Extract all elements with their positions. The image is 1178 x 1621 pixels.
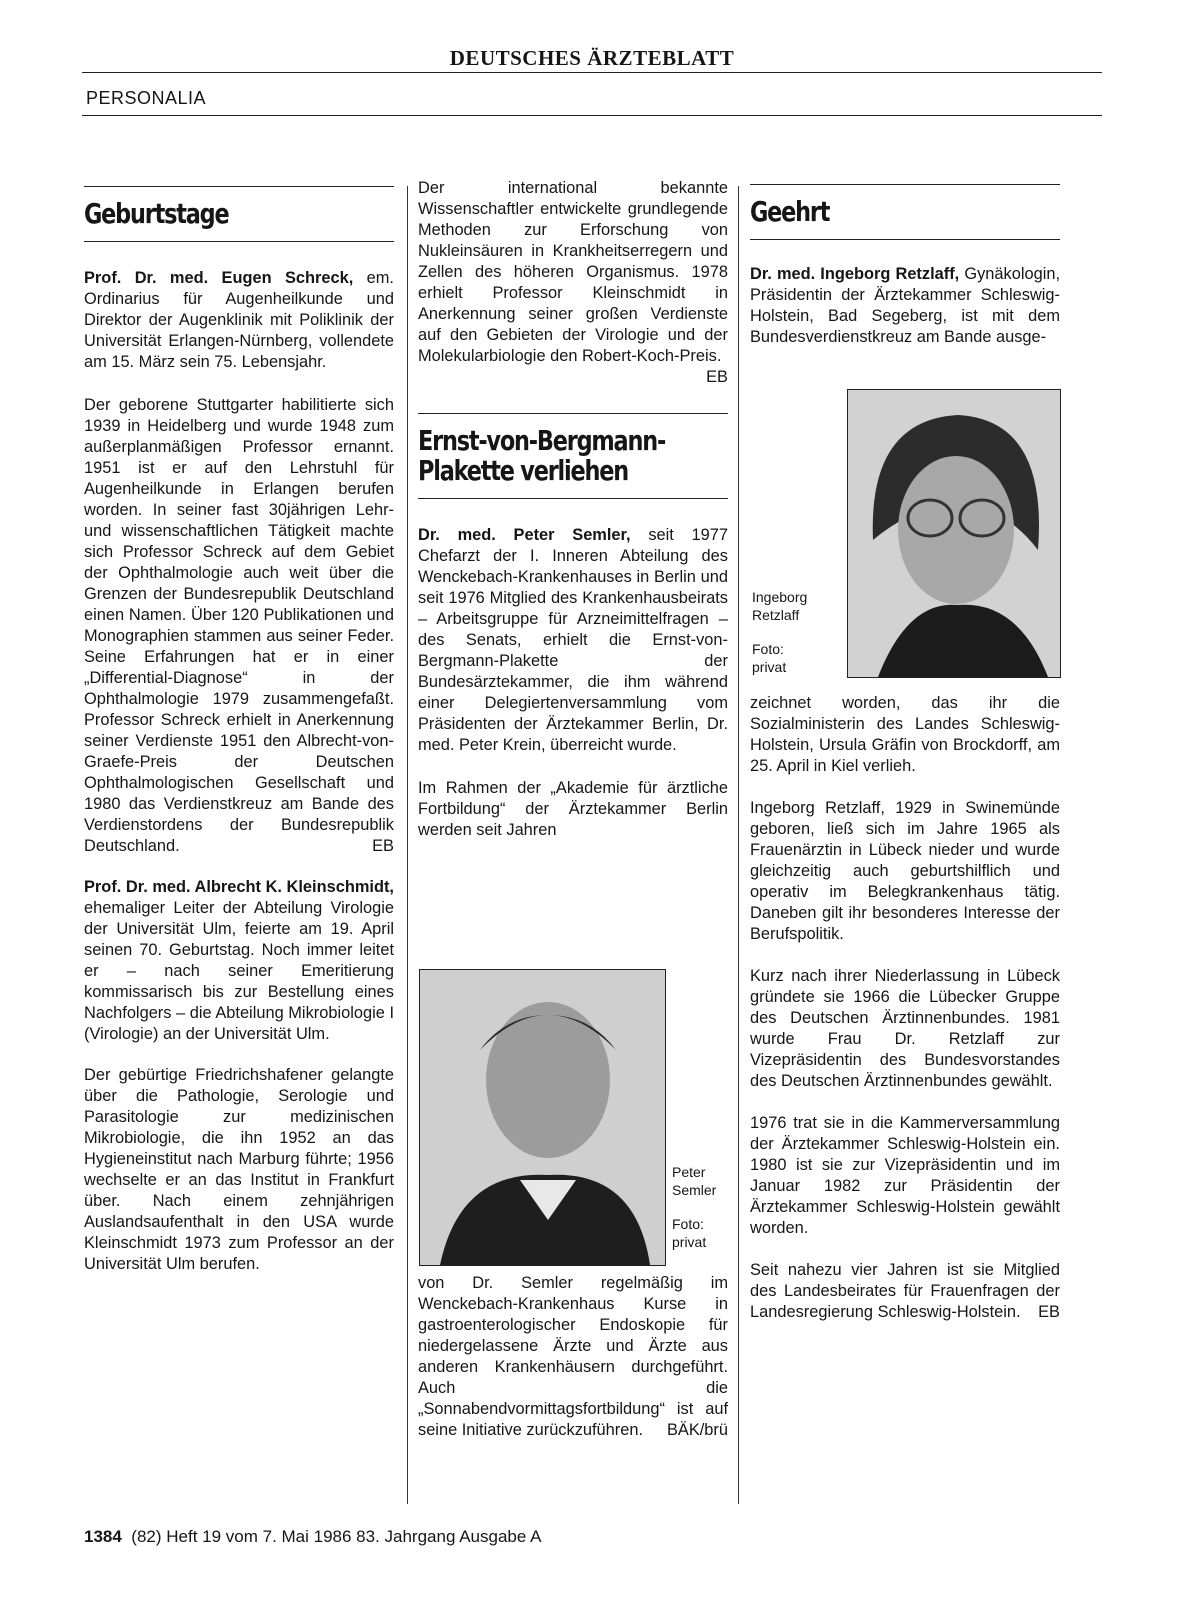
article-paragraph: zeichnet worden, das ihr die Sozialministerin des Landes Schleswig-Holstein, Ursula Gräfin von Brockdorff, am 25. April in Kiel verlieh. <box>750 694 1060 775</box>
photo-caption-retzlaff: Ingeborg Retzlaff Foto: privat <box>752 589 808 675</box>
column-geehrt-continued <box>750 693 1060 1323</box>
portrait-photo-retzlaff <box>847 389 1061 678</box>
person-name: Prof. Dr. med. Eugen Schreck, <box>84 269 354 287</box>
article-paragraph: von Dr. Semler regelmäßig im Wenckebach-Krankenhaus Kurse in gastroenterologischer Endoskopie für niedergelassene Ärzte und Ärzte aus anderen Krankenhäusern durchgeführt. Auch die „Sonnabendvormittagsfortbildung“ ist auf seine Initiative zurückzuführen. BÄK/brü <box>418 1274 728 1439</box>
article-paragraph: Der gebürtige Friedrichshafener gelangte über die Pathologie, Serologie und Parasitologie zur medizinischen Mikrobiologie, die ihn 1952 an das Hygieneinstitut nach Marburg führte; 1956 wechselte er an das Institut in Frankfurt über. Nach einem zehnjährigen Auslandsaufenthalt in den USA wurde Kleinschmidt 1973 zum Professor an der Universität Ulm berufen. <box>84 1066 394 1273</box>
column-bergmann-continued <box>418 1273 728 1441</box>
column-geburtstage <box>84 186 394 1275</box>
portrait-photo-semler <box>419 969 666 1266</box>
masthead-rule <box>82 72 1102 73</box>
column-divider <box>738 186 739 1504</box>
article-paragraph: Kurz nach ihrer Niederlassung in Lübeck gründete sie 1966 die Lübecker Gruppe des Deutschen Ärztinnenbundes. 1981 wurde Frau Dr. Retzlaff zur Vizepräsidentin des Bundesvorstandes des Deutschen Ärztinnenbundes gewählt. <box>750 967 1060 1090</box>
column-divider <box>407 186 408 1504</box>
article-paragraph: Ingeborg Retzlaff, 1929 in Swinemünde geboren, ließ sich im Jahre 1965 als Frauenärztin in Lübeck nieder und wurde gleichzeitig auch geburtshilflich und operativ im Belegkrankenhaus tätig. Daneben gilt ihr besonderes Interesse der Berufspolitik. <box>750 799 1060 943</box>
page-footer <box>84 1527 541 1547</box>
portrait-silhouette-icon <box>420 970 665 1265</box>
article-paragraph: Dr. med. Ingeborg Retzlaff, Gynäkologin, Präsidentin der Ärztekammer Schleswig-Holstein, Bad Segeberg, ist mit dem Bundesverdienstkreuz am Bande ausge- <box>750 265 1060 346</box>
author-signature: EB <box>706 368 728 386</box>
person-name: Dr. med. Peter Semler, <box>418 526 631 544</box>
page-number: 1384 <box>84 1527 122 1546</box>
article-paragraph: Seit nahezu vier Jahren ist sie Mitglied des Landesbeirates für Frauenfragen der Landesregierung Schleswig-Holstein. EB <box>750 1261 1060 1321</box>
issue-info: (82) Heft 19 vom 7. Mai 1986 83. Jahrgang Ausgabe A <box>131 1527 542 1546</box>
author-signature: EB <box>372 837 394 855</box>
article-paragraph: Dr. med. Peter Semler, seit 1977 Chefarzt der I. Inneren Abteilung des Wenckebach-Krankenhauses in Berlin und seit 1976 Mitglied des Krankenhausbeirats – Arbeitsgruppe für Arzneimittelfragen – des Senats, erhielt die Ernst-von-Bergmann-Plakette der Bundesärztekammer, die ihm während einer Delegiertenversammlung vom Präsidenten der Ärztekammer Berlin, Dr. med. Peter Krein, überreicht wurde. <box>418 526 728 754</box>
section-header-geehrt <box>750 184 1060 240</box>
article-paragraph: Prof. Dr. med. Albrecht K. Kleinschmidt, ehemaliger Leiter der Abteilung Virologie der Universität Ulm, feierte am 19. April seinen 70. Geburtstag. Noch immer leitet er – nach seiner Emeritierung kommissarisch bis zur Bestellung eines Nachfolgers – die Abteilung Mikrobiologie I (Virologie) an der Universität Ulm. <box>84 878 394 1043</box>
portrait-silhouette-icon <box>848 390 1060 677</box>
article-paragraph: Der international bekannte Wissenschaftler entwickelte grundlegende Methoden zur Erforschung von Nukleinsäuren in Krankheitserregern und Zellen des höheren Organismus. 1978 erhielt Professor Kleinschmidt in Anerkennung seiner großen Verdienste auf den Gebieten der Virologie und der Molekularbiologie den Robert-Koch-Preis. EB <box>418 179 728 386</box>
article-paragraph: Im Rahmen der „Akademie für ärztliche Fortbildung“ der Ärztekammer Berlin werden seit Jahren <box>418 779 728 839</box>
photo-caption-semler: Peter Semler Foto: privat <box>672 1164 717 1250</box>
column-bergmann <box>418 178 728 841</box>
masthead: DEUTSCHES ÄRZTEBLATT <box>449 46 735 70</box>
section-header-bergmann <box>418 413 728 499</box>
section-heading: Ernst-von-Bergmann- Plakette verliehen <box>418 424 666 487</box>
article-paragraph: 1976 trat sie in die Kammerversammlung der Ärztekammer Schleswig-Holstein ein. 1980 ist sie zur Vizepräsidentin und im Januar 1982 zur Präsidentin der Ärztekammer Schleswig-Holstein gewählt worden. <box>750 1114 1060 1237</box>
person-name: Prof. Dr. med. Albrecht K. Kleinschmidt, <box>84 878 394 896</box>
section-heading: Geehrt <box>750 195 830 228</box>
section-rubric: PERSONALIA <box>86 88 207 108</box>
column-geehrt <box>750 184 1060 348</box>
author-signature: EB <box>1038 1303 1060 1321</box>
section-header-geburtstage <box>84 186 394 242</box>
person-name: Dr. med. Ingeborg Retzlaff, <box>750 265 960 283</box>
section-heading: Geburtstage <box>84 197 229 230</box>
article-paragraph: Prof. Dr. med. Eugen Schreck, em. Ordinarius für Augenheilkunde und Direktor der Augenklinik mit Poliklinik der Universität Erlangen-Nürnberg, vollendete am 15. März sein 75. Lebensjahr. <box>84 269 394 371</box>
author-signature: BÄK/brü <box>666 1421 728 1439</box>
rubric-rule <box>82 115 1102 116</box>
article-paragraph: Der geborene Stuttgarter habilitierte sich 1939 in Heidelberg und wurde 1948 zum außerplanmäßigen Professor ernannt. 1951 ist er auf den Lehrstuhl für Augenheilkunde in Erlangen berufen worden. In seiner fast 30jährigen Lehr- und wissenschaftlichen Tätigkeit machte sich Professor Schreck auf dem Gebiet der Ophthalmologie auch weit über die Grenzen der Bundesrepublik Deutschland einen Namen. Über 120 Publikationen und Monographien stammen aus seiner Feder. Seine Erfahrungen hat er in einer „Differential-Diagnose“ in der Ophthalmologie 1979 zusammengefaßt. Professor Schreck erhielt in Anerkennung seiner Verdienste 1951 den Albrecht-von-Graefe-Preis der Deutschen Ophthalmologischen Gesellschaft und 1980 das Verdienstkreuz am Bande des Verdienstordens der Bundesrepublik Deutschland. EB <box>84 396 394 855</box>
